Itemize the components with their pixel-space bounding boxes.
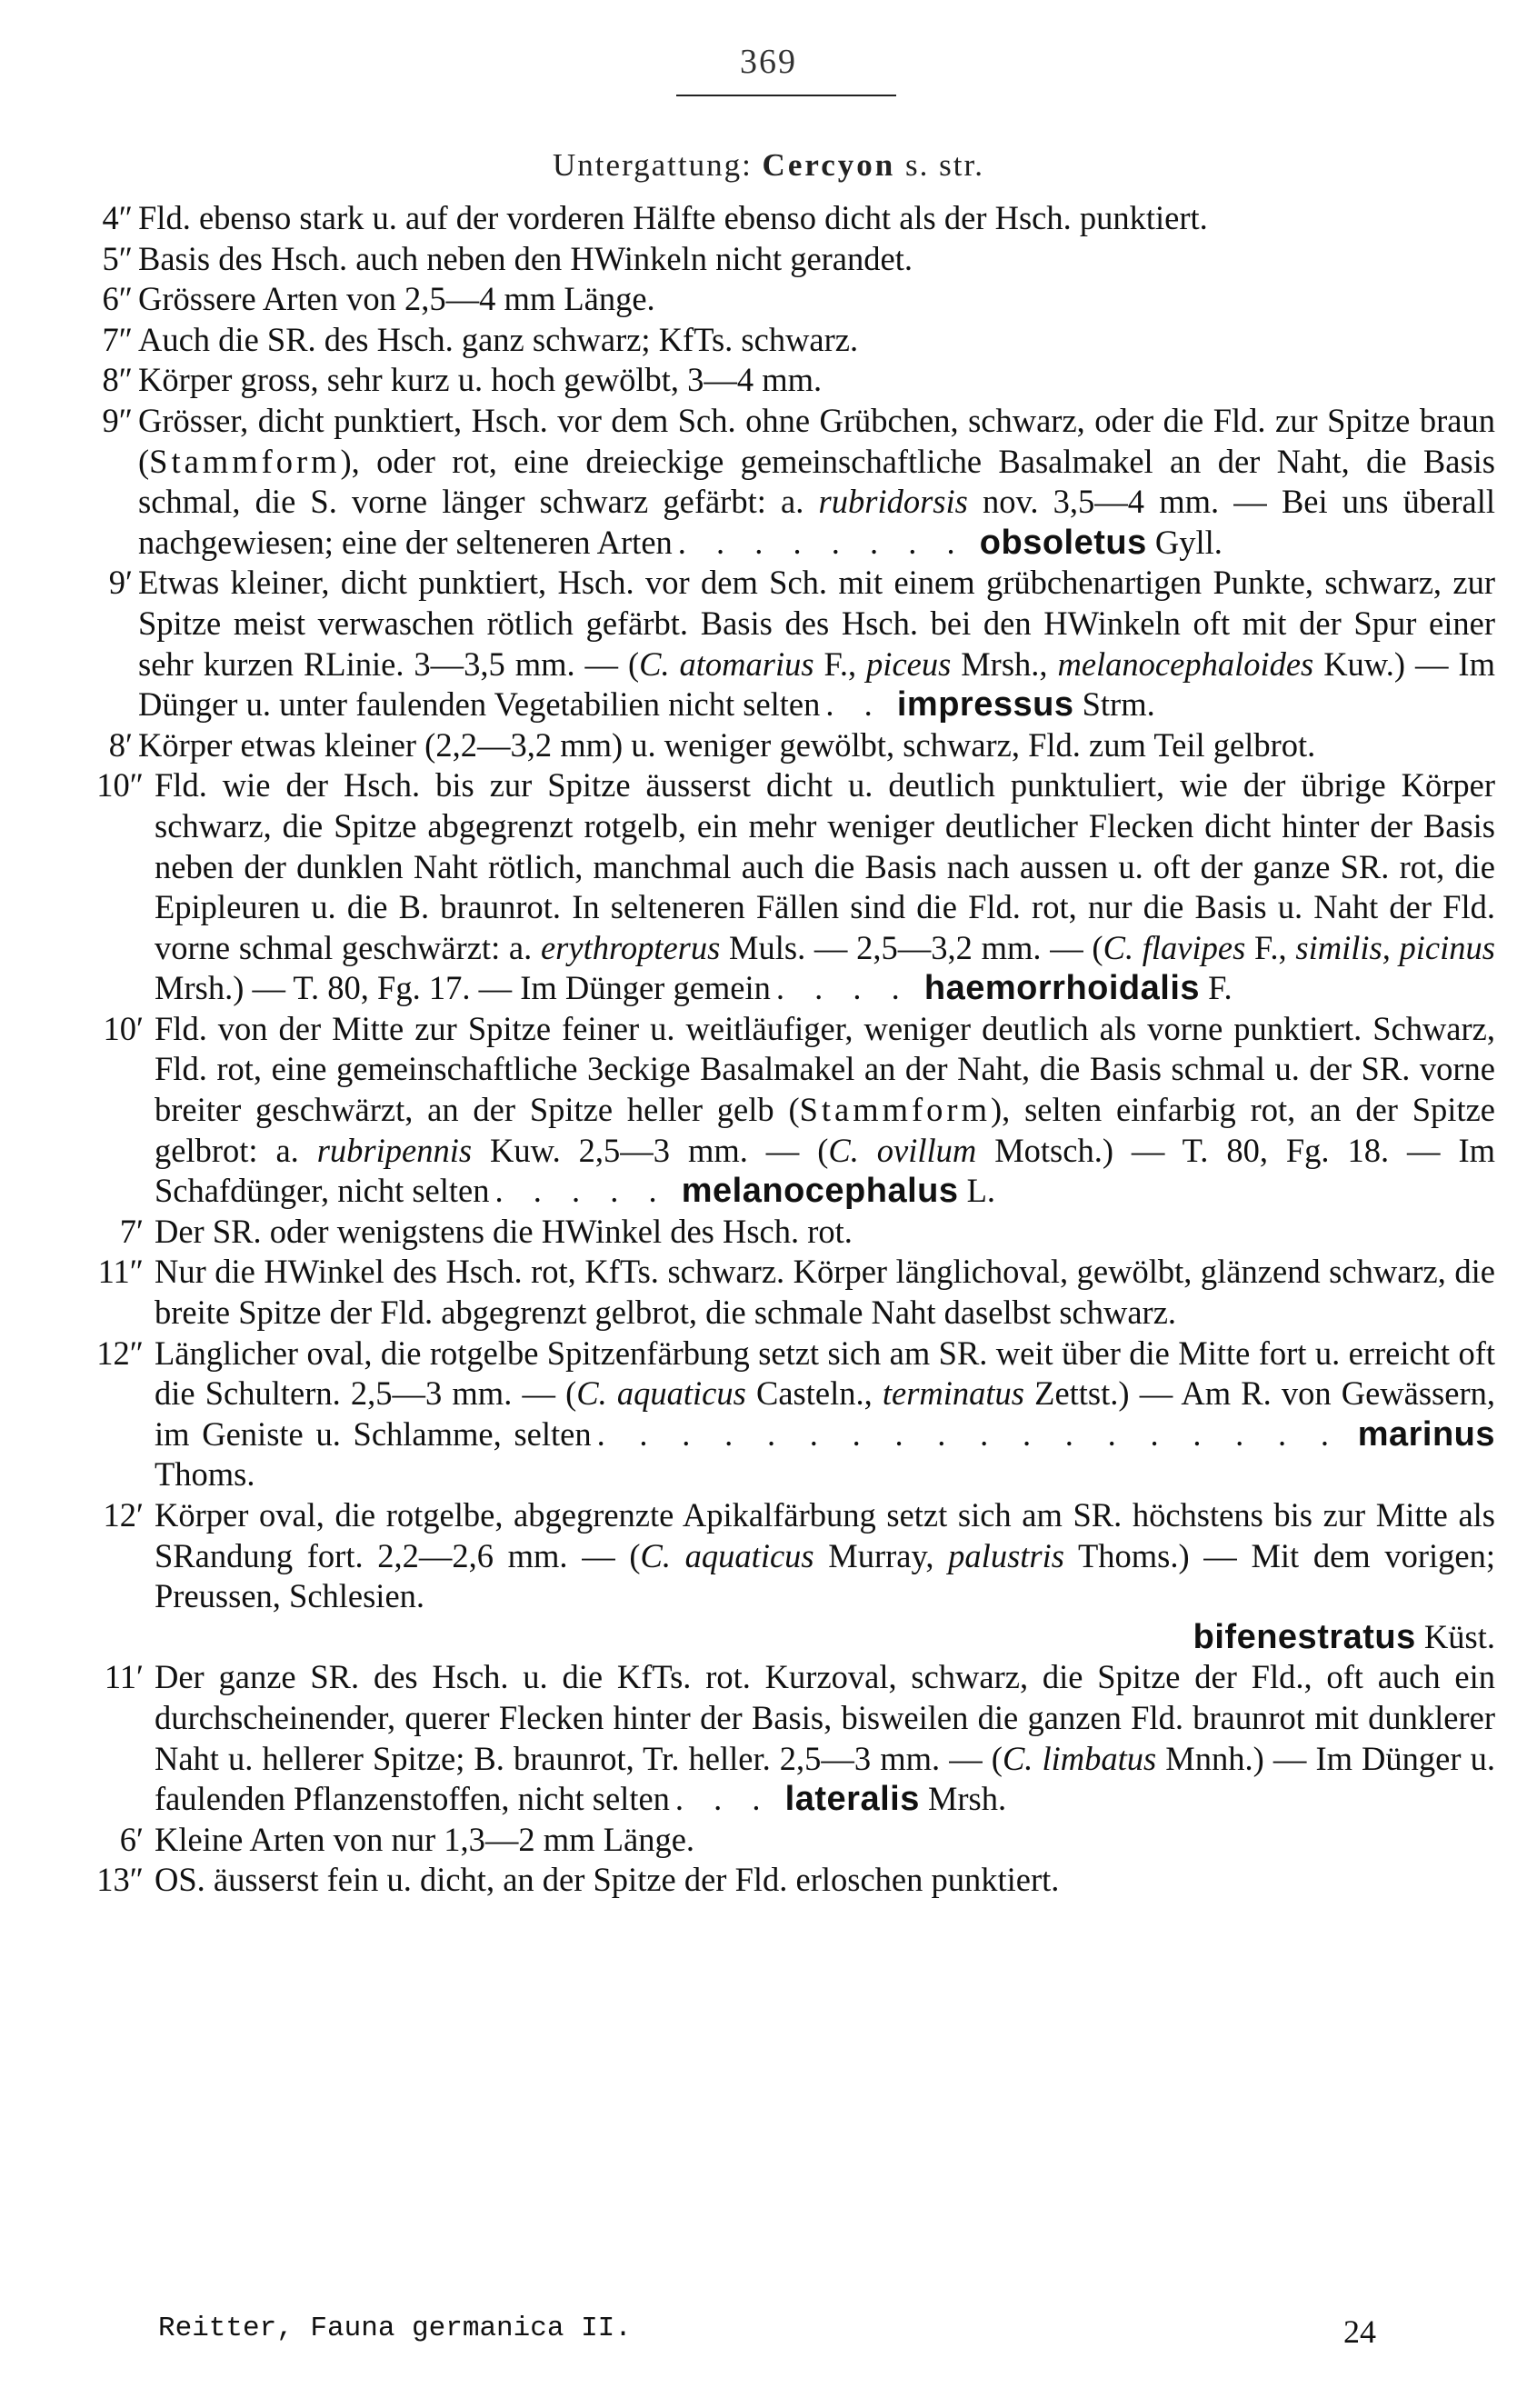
key-entry xyxy=(55,401,1495,563)
text-run: Zettst.) — Am R. von Gewässern, im Geniste u. Schlamme, selten xyxy=(155,1374,1495,1453)
entry-text xyxy=(138,563,1495,724)
species-author: Küst. xyxy=(1423,1617,1495,1655)
text-run: Länglicher oval, die rotgelbe Spitzenfärbung setzt sich am SR. weit über die Mitte fort u. erreicht oft die Schultern. 2,5—3 mm. — ( xyxy=(155,1334,1495,1413)
entry-marker: 10′ xyxy=(103,1009,144,1047)
entry-text xyxy=(155,765,1495,1009)
text-run: Der ganze SR. des Hsch. u. die KfTs. rot. Kurzoval, schwarz, die Spitze der Fld., oft auch ein durchscheinender, querer Flecken hinter der Basis, bisweilen die ganzen Fld. braunrot mit dunklerer Naht u. hellerer Spitze; B. braunrot, Tr. heller. 2,5—3 mm. — ( xyxy=(155,1658,1495,1777)
entry-marker: 9″ xyxy=(102,401,133,439)
key-entry xyxy=(55,1009,1495,1212)
text-run: Körper oval, die rotgelbe, abgegrenzte Apikalfärbung setzt sich am SR. höchstens bis zur Mitte als SRandung fort. 2,2—2,6 mm. — ( xyxy=(155,1496,1495,1574)
key-entry xyxy=(55,1212,1495,1253)
subgenus-prefix: Untergattung: xyxy=(553,147,753,183)
text-run: nov. 3,5—4 mm. — Bei uns überall nachgewiesen; eine der selteneren Arten xyxy=(138,483,1496,561)
text-run: Murray, xyxy=(813,1536,949,1574)
italic-name: melanocephaloides xyxy=(1057,644,1314,683)
species-author: Gyll. xyxy=(1154,523,1223,561)
entry-marker: 9′ xyxy=(108,564,133,602)
key-entries xyxy=(55,198,1495,1901)
text-run: Kuw. 2,5—3 mm. — ( xyxy=(472,1131,829,1169)
key-entry xyxy=(55,360,1495,401)
italic-name: C. aquaticus xyxy=(640,1536,814,1574)
italic-name: rubridorsis xyxy=(818,483,968,521)
leader-dots: . . . . xyxy=(775,969,911,1007)
entry-marker: 4″ xyxy=(102,199,133,236)
species-author: Mrsh. xyxy=(927,1780,1007,1818)
key-entry xyxy=(55,320,1495,361)
species-author: Strm. xyxy=(1082,685,1155,724)
entry-marker: 8″ xyxy=(102,361,133,399)
italic-name: piceus xyxy=(866,644,952,683)
italic-name: erythropterus xyxy=(540,928,721,966)
key-entry xyxy=(55,1860,1495,1901)
signature-mark: 24 xyxy=(1343,2313,1376,2350)
italic-name: C. flavipes xyxy=(1103,928,1246,966)
italic-name: rubripennis xyxy=(316,1131,473,1169)
text-run: Fld. von der Mitte zur Spitze feiner u. weitläufiger, weniger deutlich als vorne punktiert. Schwarz, Fld. rot, eine gemeinschaftliche 3eckige Basalmakel an der Naht, die Basis schmal u. der SR. vorne breiter geschwärzt, an der Spitze heller gelb ( xyxy=(155,1009,1495,1129)
text-run: Mnnh.) — Im Dünger u. faulenden Pflanzenstoffen, nicht selten xyxy=(155,1739,1495,1818)
entry-text xyxy=(155,1334,1495,1495)
text-run: Basis des Hsch. auch neben den HWinkeln nicht gerandet. xyxy=(138,239,913,277)
entry-marker: 5″ xyxy=(102,239,133,277)
entry-text xyxy=(155,1657,1495,1819)
species-line xyxy=(155,1617,1495,1658)
entry-marker: 13″ xyxy=(96,1861,144,1899)
key-entry xyxy=(55,765,1495,1009)
species-author: L. xyxy=(966,1172,996,1210)
key-entry xyxy=(55,563,1495,724)
entry-marker: 7′ xyxy=(119,1212,144,1250)
text-run: F., xyxy=(1245,928,1296,966)
italic-name: terminatus xyxy=(882,1374,1025,1413)
key-entry xyxy=(55,1252,1495,1333)
page-footer xyxy=(158,2313,1376,2350)
text-run: ), oder rot, eine dreieckige gemeinschaftliche Basalmakel an der Naht, die Basis schmal, die S. vorne länger schwarz gefärbt: a. xyxy=(138,442,1495,521)
entry-text xyxy=(155,1009,1495,1212)
entry-marker: 11″ xyxy=(97,1253,144,1291)
text-run: Grössere Arten von 2,5—4 mm Länge. xyxy=(138,280,655,318)
header-rule xyxy=(676,95,896,96)
species-name: marinus xyxy=(1357,1414,1496,1454)
key-entry xyxy=(55,198,1495,239)
entry-text xyxy=(155,1252,1495,1333)
text-run: Auch die SR. des Hsch. ganz schwarz; KfTs. schwarz. xyxy=(138,320,859,358)
text-run: Nur die HWinkel des Hsch. rot, KfTs. schwarz. Körper länglichoval, gewölbt, glänzend schwarz, die breite Spitze der Fld. abgegrenzt gelbrot, die schmale Naht daselbst schwarz. xyxy=(155,1253,1495,1332)
spaced-term: Stammform xyxy=(799,1091,991,1129)
key-entry xyxy=(55,1495,1495,1657)
text-run: Körper gross, sehr kurz u. hoch gewölbt, 3—4 mm. xyxy=(138,361,823,399)
text-run: Motsch.) — T. 80, Fg. 18. — Im Schafdünger, nicht selten xyxy=(155,1131,1496,1210)
entry-text xyxy=(155,1212,1495,1253)
species-name: bifenestratus xyxy=(1193,1617,1416,1656)
text-run: Mrsh., xyxy=(951,644,1058,683)
entry-marker: 6″ xyxy=(102,280,133,318)
leader-dots: . . xyxy=(825,685,883,724)
leader-dots: . . . . . . . . . . . . . . . . . . xyxy=(596,1414,1340,1453)
entry-marker: 12′ xyxy=(103,1496,144,1534)
text-run: OS. äusserst fein u. dicht, an der Spitze der Fld. erloschen punktiert. xyxy=(155,1861,1060,1899)
text-run: Casteln., xyxy=(745,1374,883,1413)
text-run: Mrsh.) — T. 80, Fg. 17. — Im Dünger gemein xyxy=(155,969,771,1007)
italic-name: C. aquaticus xyxy=(576,1374,746,1413)
spaced-term: Stammform xyxy=(149,442,341,480)
text-run: Muls. — 2,5—3,2 mm. — ( xyxy=(720,928,1103,966)
text-run: Der SR. oder wenigstens die HWinkel des Hsch. rot. xyxy=(155,1212,853,1250)
text-run: Etwas kleiner, dicht punktiert, Hsch. vor dem Sch. mit einem grübchenartigen Punkte, schwarz, zur Spitze meist verwaschen rötlich gefärbt. Basis des Hsch. bei den HWinkeln oft mit der Spur einer sehr kurzen RLinie. 3—3,5 mm. — ( xyxy=(138,564,1495,683)
entry-text xyxy=(155,1820,1495,1861)
italic-name: C. limbatus xyxy=(1002,1739,1157,1777)
text-run: Kleine Arten von nur 1,3—2 mm Länge. xyxy=(155,1820,695,1858)
leader-dots: . . . xyxy=(674,1780,772,1818)
text-run: Thoms.) — Mit dem vorigen; Preussen, Schlesien. xyxy=(155,1536,1495,1615)
italic-name: C. atomarius xyxy=(639,644,814,683)
entry-marker: 6′ xyxy=(119,1820,144,1858)
leader-dots: . . . . . xyxy=(494,1172,668,1210)
key-entry xyxy=(55,725,1495,766)
species-name: haemorrhoidalis xyxy=(923,969,1201,1008)
entry-text xyxy=(138,360,1495,401)
key-entry xyxy=(55,239,1495,280)
entry-marker: 12″ xyxy=(96,1334,144,1372)
text-run: ), selten einfarbig rot, an der Spitze gelbrot: a. xyxy=(155,1091,1495,1169)
species-name: impressus xyxy=(896,685,1074,724)
entry-text xyxy=(155,1495,1495,1657)
text-run: F., xyxy=(813,644,867,683)
italic-name: palustris xyxy=(948,1536,1064,1574)
leader-dots: . . . . . . . . xyxy=(677,523,966,561)
entry-text xyxy=(138,401,1495,563)
entry-text xyxy=(138,198,1495,239)
species-author: Thoms. xyxy=(155,1455,255,1494)
species-name: obsoletus xyxy=(979,523,1147,562)
entry-marker: 7″ xyxy=(102,320,133,358)
species-author: F. xyxy=(1208,969,1233,1007)
entry-text xyxy=(138,279,1495,320)
page-number: 369 xyxy=(740,43,797,81)
italic-name: C. ovillum xyxy=(828,1131,977,1169)
subgenus-genus: Cercyon xyxy=(762,147,896,183)
italic-name: similis, picinus xyxy=(1295,928,1495,966)
species-name: lateralis xyxy=(784,1780,920,1819)
key-entry xyxy=(55,1820,1495,1861)
key-entry xyxy=(55,1657,1495,1819)
entry-text xyxy=(138,320,1495,361)
entry-text xyxy=(138,239,1495,280)
text-run: Körper etwas kleiner (2,2—3,2 mm) u. weniger gewölbt, schwarz, Fld. zum Teil gelbrot. xyxy=(138,725,1316,764)
entry-text xyxy=(155,1860,1495,1901)
subgenus-heading xyxy=(0,147,1537,184)
text-run: Grösser, dicht punktiert, Hsch. vor dem Sch. ohne Grübchen, schwarz, oder die Fld. zur Spitze braun ( xyxy=(138,401,1495,480)
key-entry xyxy=(55,1334,1495,1495)
text-run: Kuw.) — Im Dünger u. unter faulenden Vegetabilien nicht selten xyxy=(138,644,1495,724)
entry-marker: 8′ xyxy=(108,725,133,764)
entry-marker: 11′ xyxy=(104,1658,144,1696)
subgenus-suffix: s. str. xyxy=(905,147,984,183)
text-run: Fld. ebenso stark u. auf der vorderen Hälfte ebenso dicht als der Hsch. punktiert. xyxy=(138,199,1208,236)
key-entry xyxy=(55,279,1495,320)
footer-title: Reitter, Fauna germanica II. xyxy=(158,2313,632,2344)
text-run: Fld. wie der Hsch. bis zur Spitze äusserst dicht u. deutlich punktuliert, wie der übrige Körper schwarz, die Spitze abgegrenzt rotgelb, ein mehr weniger deutlicher Flecken dicht hinter der Basis neben der dunklen Naht rötlich, manchmal auch die Basis nach aussen u. oft der ganze SR. rot, die Epipleuren u. die B. braunrot. In selteneren Fällen sind die Fld. rot, nur die Basis u. Naht der Fld. vorne schmal geschwärzt: a. xyxy=(155,766,1495,966)
species-name: melanocephalus xyxy=(681,1172,959,1211)
entry-text xyxy=(138,725,1495,766)
entry-marker: 10″ xyxy=(96,766,144,804)
